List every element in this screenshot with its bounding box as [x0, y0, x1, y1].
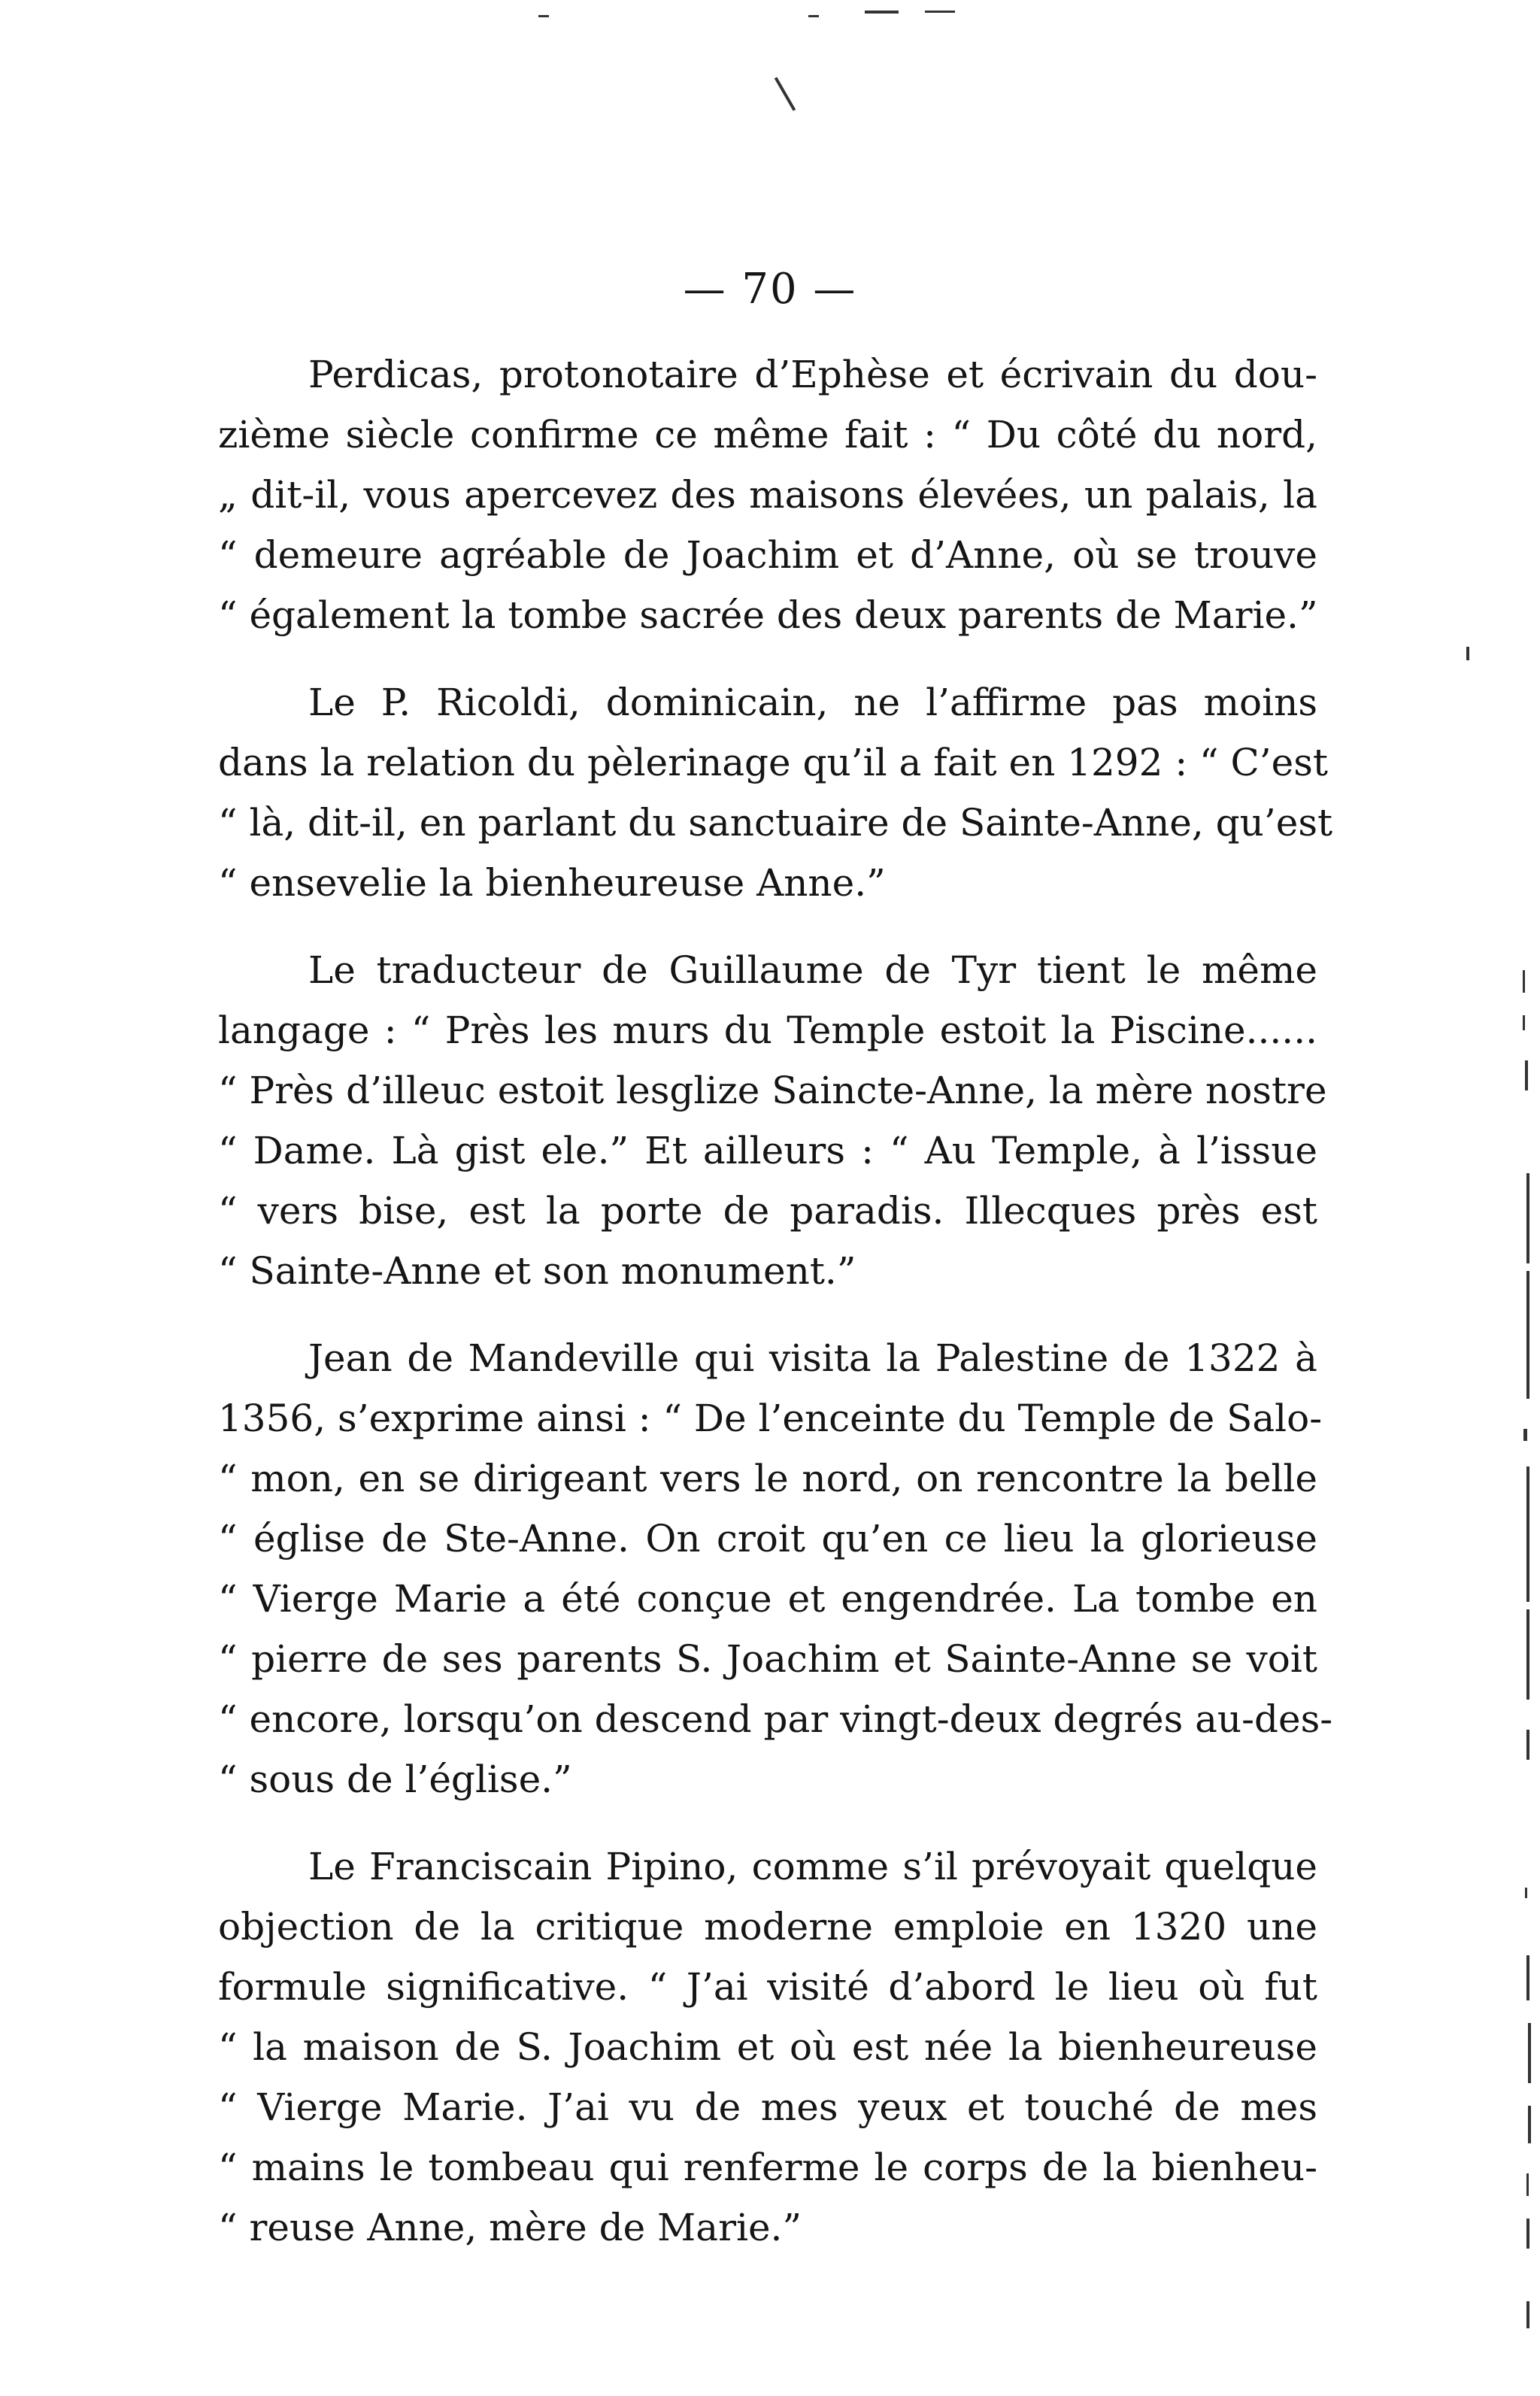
- text-line: “ également la tombe sacrée des deux parents de Marie.”: [218, 593, 1318, 637]
- text-line: “ là, dit-il, en parlant du sanctuaire de Sainte-Anne, qu’est: [218, 801, 1333, 845]
- scan-mark: [1525, 1888, 1527, 1898]
- text-line: “ église de Ste-Anne. On croit qu’en ce lieu la glorieuse: [218, 1517, 1317, 1560]
- paragraph-spacer: [218, 645, 1317, 672]
- text-line: “ la maison de S. Joachim et où est née la bienheureuse: [218, 2025, 1317, 2069]
- text-line: objection de la critique moderne emploie en 1320 une: [218, 1905, 1317, 1949]
- scan-mark: [1528, 2023, 1531, 2083]
- scan-mark: [1526, 2173, 1529, 2196]
- text-line: “ Sainte-Anne et son monument.”: [218, 1249, 856, 1293]
- text-line: “ Dame. Là gist ele.” Et ailleurs : “ Au Temple, à l’issue: [218, 1129, 1317, 1172]
- text-line: “ ensevelie la bienheureuse Anne.”: [218, 861, 886, 905]
- paragraph-spacer: [218, 913, 1317, 940]
- scan-mark: [925, 11, 955, 13]
- scan-mark: [1526, 1609, 1529, 1700]
- text-line: Le Franciscain Pipino, comme s’il prévoyait quelque: [308, 1845, 1317, 1888]
- scan-mark: [865, 11, 899, 14]
- text-line: “ demeure agréable de Joachim et d’Anne, où se trouve: [218, 533, 1317, 577]
- scan-mark: [1466, 647, 1469, 660]
- text-line: Le traducteur de Guillaume de Tyr tient le même: [308, 948, 1317, 992]
- text-line: langage : “ Près les murs du Temple estoit la Piscine......: [218, 1008, 1317, 1052]
- scan-mark: [1526, 2301, 1529, 2328]
- text-line: formule significative. “ J’ai visité d’abord le lieu où fut: [218, 1965, 1317, 2009]
- body-text: [218, 344, 1333, 2258]
- scan-mark: [538, 15, 549, 17]
- text-line: “ pierre de ses parents S. Joachim et Sainte-Anne se voit: [218, 1637, 1317, 1681]
- text-line: “ mains le tombeau qui renferme le corps de la bienheu-: [218, 2146, 1317, 2189]
- paragraph: [218, 344, 1317, 645]
- paragraph: [218, 672, 1333, 913]
- scan-mark: [1526, 1955, 1529, 2000]
- text-line: Jean de Mandeville qui visita la Palestine de 1322 à: [308, 1336, 1317, 1380]
- text-line: “ sous de l’église.”: [218, 1758, 572, 1801]
- scan-mark: [1526, 2219, 1529, 2249]
- scan-mark: [1526, 1271, 1529, 1399]
- scan-mark: [1523, 1429, 1527, 1441]
- scan-mark: [1526, 1466, 1529, 1602]
- text-line: “ Vierge Marie a été conçue et engendrée. La tombe en: [218, 1577, 1317, 1621]
- text-line: Le P. Ricoldi, dominicain, ne l’affirme pas moins: [308, 681, 1317, 724]
- scan-mark: [1526, 1730, 1529, 1760]
- scan-mark: [775, 77, 796, 111]
- scan-mark: [1528, 2106, 1531, 2143]
- scan-mark: [1525, 1060, 1528, 1090]
- text-line: Perdicas, protonotaire d’Ephèse et écrivain du dou-: [308, 353, 1317, 396]
- paragraph-spacer: [218, 1809, 1317, 1836]
- paragraph-spacer: [218, 1301, 1317, 1328]
- paragraph: [218, 940, 1327, 1301]
- scan-mark: [808, 15, 819, 17]
- paragraph: [218, 1328, 1333, 1809]
- text-line: “ encore, lorsqu’on descend par vingt-deux degrés au-des-: [218, 1697, 1333, 1741]
- text-line: zième siècle confirme ce même fait : “ Du côté du nord,: [218, 413, 1317, 456]
- text-line: “ Vierge Marie. J’ai vu de mes yeux et touché de mes: [218, 2085, 1317, 2129]
- text-line: 1356, s’exprime ainsi : “ De l’enceinte du Temple de Salo-: [218, 1397, 1323, 1440]
- scan-mark: [1526, 1173, 1529, 1263]
- text-line: “ Près d’illeuc estoit lesglize Saincte-Anne, la mère nostre: [218, 1069, 1327, 1112]
- page-number: — 70 —: [683, 265, 857, 314]
- text-line: “ mon, en se dirigeant vers le nord, on rencontre la belle: [218, 1457, 1317, 1500]
- scan-mark: [1523, 970, 1525, 993]
- text-line: „ dit-il, vous apercevez des maisons élevées, un palais, la: [218, 473, 1317, 517]
- text-line: “ vers bise, est la porte de paradis. Illecques près est: [218, 1189, 1317, 1233]
- text-line: dans la relation du pèlerinage qu’il a fait en 1292 : “ C’est: [218, 741, 1329, 784]
- paragraph: [218, 1836, 1317, 2258]
- text-line: “ reuse Anne, mère de Marie.”: [218, 2206, 802, 2249]
- scan-mark: [1523, 1015, 1525, 1030]
